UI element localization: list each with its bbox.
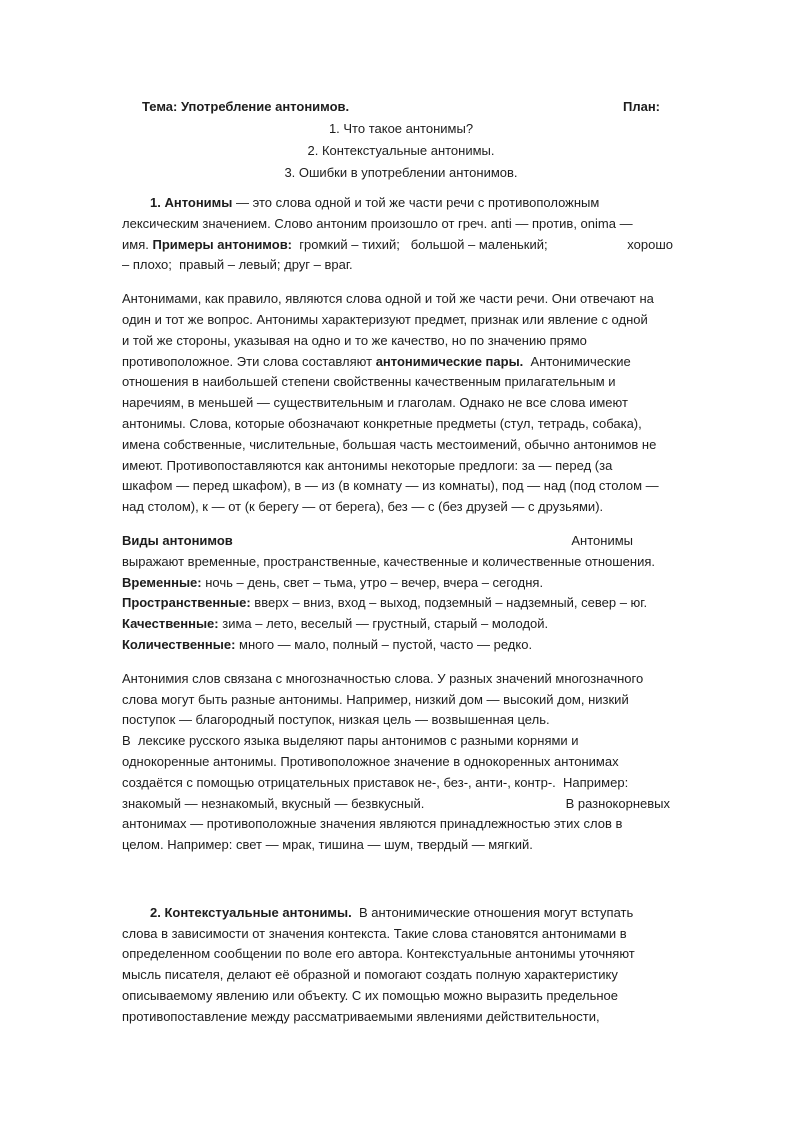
text-run: зима – лето, веселый — грустный, старый – молодой. [218, 616, 549, 632]
text-line [122, 924, 680, 945]
text-run: знакомый — незнакомый, вкусный — безвкусный. [122, 795, 425, 811]
text-line [122, 162, 680, 184]
text-line [122, 773, 680, 794]
text-run: слова могут быть разные антонимы. Например, низкий дом — высокий дом, низкий [122, 691, 629, 707]
text-line [122, 372, 680, 393]
header [122, 96, 680, 184]
right-positioned-text: В разнокорневых [565, 795, 670, 811]
text-line [122, 352, 680, 373]
text-run: слова в зависимости от значения контекста. Такие слова становятся антонимами в [122, 925, 627, 941]
text-line [122, 456, 680, 477]
text-run: шкафом — перед шкафом), в — из (в комнату — из комнаты), под — над (под столом — [122, 478, 659, 494]
text-run: имена собственные, числительные, большая часть местоимений, обычно антонимов не [122, 436, 657, 452]
text-line [122, 476, 680, 497]
text-line [122, 414, 680, 435]
text-run: мысль писателя, делают её образной и помогают создать полную характеристику [122, 967, 618, 983]
text-line [122, 393, 680, 414]
text-run: ночь – день, свет – тьма, утро – вечер, вчера – сегодня. [201, 574, 544, 590]
text-line [122, 289, 680, 310]
text-line [122, 593, 680, 614]
empty-line [122, 869, 680, 890]
text-line [122, 96, 680, 118]
bold-text-run: Пространственные: [122, 595, 251, 611]
text-line [122, 118, 680, 140]
text-run: Антонимия слов связана с многозначностью слова. У разных значений многозначного [122, 670, 644, 686]
text-run: громкий – тихий; большой – маленький; [292, 236, 548, 252]
text-run: один и тот же вопрос. Антонимы характеризуют предмет, признак или явление с одной [122, 311, 648, 327]
text-line [122, 814, 680, 835]
text-line [122, 731, 680, 752]
text-run: определенном сообщении по воле его автора. Контекстуальные антонимы уточняют [122, 946, 635, 962]
text-line [122, 614, 680, 635]
text-line [122, 690, 680, 711]
text-line [122, 497, 680, 518]
text-run: В лексике русского языка выделяют пары антонимов с разными корнями и [122, 733, 579, 749]
text-line [122, 531, 680, 552]
text-run: противопоставление между рассматриваемыми явлениями действительности, [122, 1008, 600, 1024]
text-line [122, 965, 680, 986]
text-line [122, 752, 680, 773]
bold-text-run: Виды антонимов [122, 532, 233, 548]
text-run: Антонимические [523, 353, 631, 369]
text-line [122, 193, 680, 214]
text-run: выражают временные, пространственные, качественные и количественные отношения. [122, 553, 656, 569]
bold-text-run: 2. Контекстуальные антонимы. [150, 904, 352, 920]
text-line [122, 986, 680, 1007]
text-run: Антонимами, как правило, являются слова одной и той же части речи. Они отвечают на [122, 291, 654, 307]
text-run: имеют. Противопоставляются как антонимы некоторые предлоги: за — перед (за [122, 457, 613, 473]
text-run: над столом), к — от (к берегу — от берега), без — с (без друзей — с друзьями). [122, 499, 604, 515]
text-run: поступок — благородный поступок, низкая цель — возвышенная цель. [122, 712, 550, 728]
text-run: описываемому явлению или объекту. С их помощью можно выразить предельное [122, 987, 618, 1003]
text-line [122, 255, 680, 276]
text-run: наречиям, в меньшей — существительным и глаголам. Однако не все слова имеют [122, 395, 628, 411]
text-line [122, 869, 680, 890]
text-run: 3. Ошибки в употреблении антонимов. [284, 165, 518, 180]
section-types-of-antonyms [122, 531, 680, 656]
bold-text-run: Временные: [122, 574, 202, 590]
text-run: противоположное. Эти слова составляют [122, 353, 376, 369]
text-line [122, 235, 680, 256]
text-line [122, 310, 680, 331]
text-run: антонимах — противоположные значения являются принадлежностью этих слов в [122, 816, 623, 832]
text-run: В антонимические отношения могут вступать [351, 904, 634, 920]
text-run: и той же стороны, указывая на одно и то же качество, но по значению прямо [122, 332, 587, 348]
bold-text-run: 1. Антонимы [150, 195, 233, 210]
bold-text-run: Тема: Употребление антонимов. [142, 99, 350, 114]
text-line [122, 710, 680, 731]
text-run: вверх – вниз, вход – выход, подземный – надземный, север – юг. [250, 595, 648, 611]
text-run: лексическим значением. Слово антоним произошло от греч. anti — против, onima — [122, 215, 633, 231]
text-line [122, 1007, 680, 1028]
text-line [122, 669, 680, 690]
bold-text-run: Примеры антонимов: [152, 236, 293, 252]
text-line [122, 214, 680, 235]
text-run: — это слова одной и той же части речи с противоположным [232, 195, 600, 210]
text-run: имя. [122, 236, 153, 252]
right-positioned-text: План: [622, 99, 660, 114]
paragraph-contextual-antonyms [122, 903, 680, 1028]
text-line [122, 635, 680, 656]
text-run: целом. Например: свет — мрак, тишина — шум, твердый — мягкий. [122, 837, 533, 853]
text-line [122, 435, 680, 456]
right-positioned-text: Антонимы [571, 532, 633, 548]
text-line [122, 573, 680, 594]
text-run: однокоренные антонимы. Противоположное значение в однокоренных антонимах [122, 753, 619, 769]
text-line [122, 903, 680, 924]
text-line [122, 944, 680, 965]
text-run: создаётся с помощью отрицательных приставок не-, без-, анти-, контр-. Например: [122, 774, 629, 790]
right-positioned-text: хорошо [627, 236, 673, 252]
text-run: – плохо; правый – левый; друг – враг. [122, 257, 353, 273]
document-content [122, 96, 680, 1040]
text-run: отношения в наибольшей степени свойственны качественным прилагательным и [122, 374, 616, 390]
text-line [122, 552, 680, 573]
paragraph-polysemy [122, 669, 680, 856]
text-line [122, 140, 680, 162]
bold-text-run: Качественные: [122, 616, 219, 632]
bold-text-run: Количественные: [122, 636, 236, 652]
text-line [122, 331, 680, 352]
bold-text-run: антонимические пары. [375, 353, 524, 369]
text-run: 2. Контекстуальные антонимы. [307, 143, 495, 158]
text-line [122, 835, 680, 856]
paragraph-antonym-pairs [122, 289, 680, 518]
text-line [122, 794, 680, 815]
text-run: много — мало, полный – пустой, часто — редко. [235, 636, 533, 652]
text-run: антонимы. Слова, которые обозначают конкретные предметы (стул, тетрадь, собака), [122, 415, 642, 431]
paragraph-antonyms-definition [122, 193, 680, 276]
text-run: 1. Что такое антонимы? [328, 121, 474, 136]
